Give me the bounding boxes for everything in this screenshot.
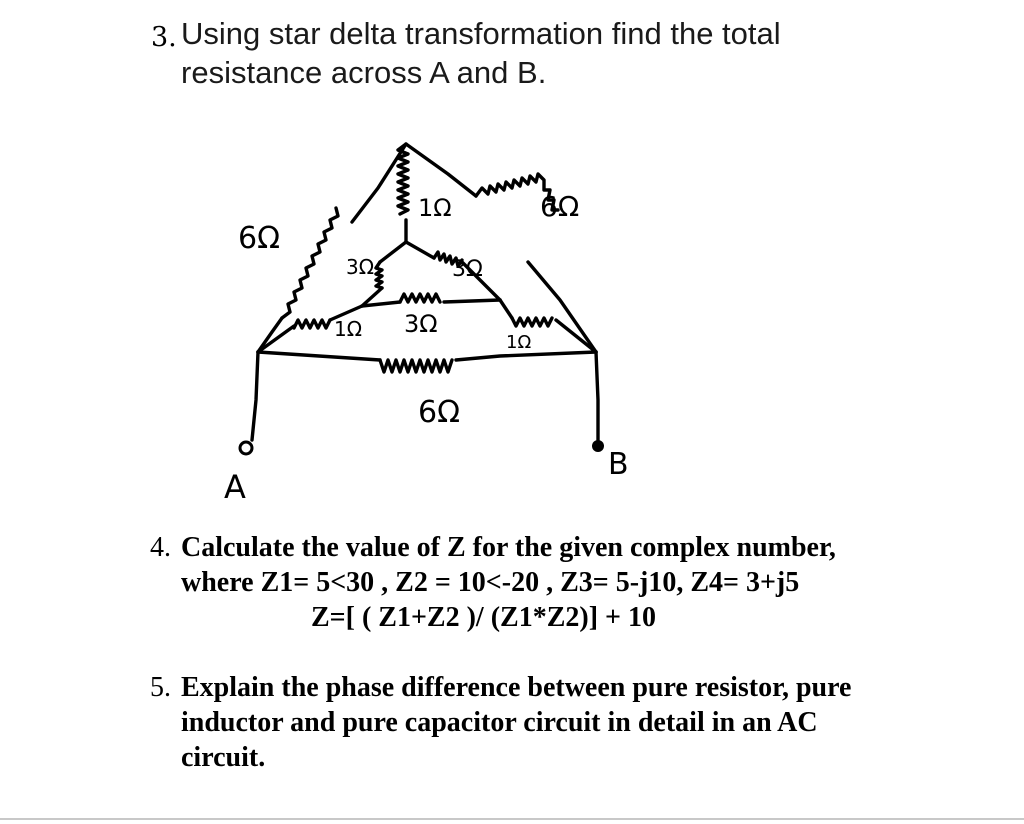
wire-to-b (596, 352, 598, 440)
label-right-outer: 6Ω (540, 190, 580, 223)
question-5-number: 5. (150, 672, 171, 703)
resistor-inner-left (376, 262, 382, 288)
resistor-inner-bottom (400, 294, 440, 302)
terminal-a-label: A (224, 468, 246, 506)
terminal-a-dot (240, 442, 252, 454)
wire-to-a (252, 352, 258, 440)
question-3-line-1: Using star delta transformation find the total (181, 16, 781, 51)
question-3-line-2: resistance across A and B. (181, 55, 547, 90)
terminal-b-label: B (608, 447, 629, 482)
resistor-spoke-right (512, 318, 552, 326)
resistor-spoke-left (294, 320, 330, 328)
question-4-line-1: Calculate the value of Z for the given complex number, (181, 532, 836, 563)
wire-left-side (258, 318, 282, 352)
label-inner-left: 3Ω (346, 255, 375, 279)
question-5-line-1: Explain the phase difference between pure resistor, pure (181, 672, 852, 703)
label-left-outer: 6Ω (238, 221, 281, 256)
label-bottom: 6Ω (418, 395, 461, 430)
question-5-line-3: circuit. (181, 742, 266, 773)
question-4-line-2: where Z1= 5<30 , Z2 = 10<-20 , Z3= 5-j10, Z4= 3+j5 (181, 567, 800, 598)
question-4-formula: Z=[ ( Z1+Z2 )/ (Z1*Z2)] + 10 (311, 602, 656, 633)
question-4-number: 4. (150, 532, 171, 563)
label-top-vertical: 1Ω (418, 194, 452, 222)
question-3-number: 3. (151, 22, 177, 53)
resistor-bottom (380, 360, 452, 372)
bottom-divider (0, 818, 1024, 820)
label-inner-right: 3Ω (452, 257, 483, 282)
question-5-line-2: inductor and pure capacitor circuit in detail in an AC (181, 707, 818, 738)
label-spoke-left: 1Ω (334, 317, 363, 341)
label-inner-bottom: 3Ω (404, 310, 438, 338)
label-spoke-right: 1Ω (506, 332, 532, 353)
resistor-left-outer (282, 208, 338, 318)
terminal-b-dot (592, 440, 604, 452)
